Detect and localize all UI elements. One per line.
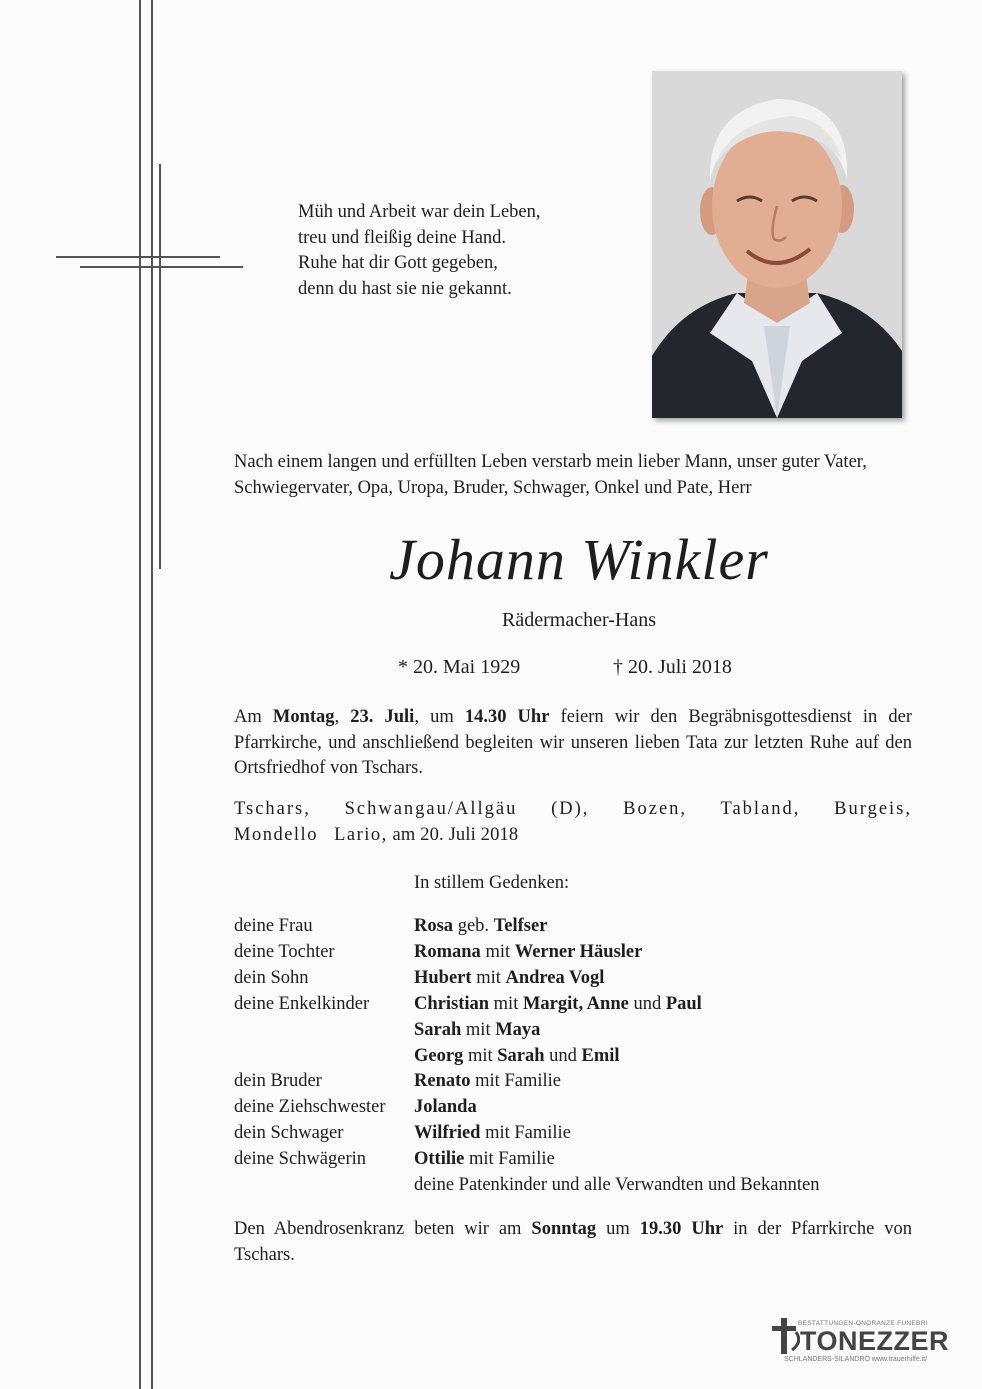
family-connector: mit Familie (470, 1071, 561, 1092)
places-text: Mondello Lario, (234, 824, 388, 845)
family-member-name: Andrea Vogl (505, 967, 605, 988)
birth-date: * 20. Mai 1929 (398, 656, 521, 678)
family-relation: dein Bruder (234, 1071, 322, 1092)
family-connector: mit Familie (480, 1123, 571, 1144)
funeral-text: , um (414, 707, 465, 727)
funeral-text: Am (234, 707, 273, 727)
family-member-name: Jolanda (414, 1097, 477, 1118)
rosary-text: um (596, 1219, 640, 1239)
intro-line: Nach einem langen und erfüllten Leben verstarb mein lieber Mann, unser guter Vater, (234, 452, 867, 472)
family-names (414, 914, 547, 940)
family-member-name: Rosa (414, 916, 454, 936)
family-connector: mit Familie (464, 1149, 555, 1170)
poem-line: Müh und Arbeit war dein Leben, (298, 202, 541, 222)
logo-subline: SCHLANDERS-SILANDRO www.trauerhilfe.it/ (784, 1356, 928, 1363)
places-and-date (234, 797, 912, 848)
nickname: Rädermacher-Hans (502, 609, 656, 631)
family-row (234, 1044, 820, 1070)
logo-wordmark: TONEZZER (800, 1326, 950, 1356)
family-names (414, 992, 702, 1018)
death-date: † 20. Juli 2018 (613, 656, 732, 678)
family-member-name: Ottilie (414, 1149, 465, 1170)
family-member-name: Margit, Anne (522, 993, 629, 1014)
funeral-date: 23. Juli (350, 707, 415, 727)
intro-text (234, 450, 924, 501)
family-connector: mit (463, 1045, 498, 1066)
cross-vertical-bar (159, 164, 161, 569)
family-row (234, 940, 820, 966)
funeral-time: 14.30 Uhr (464, 707, 550, 727)
family-relation: deine Tochter (234, 941, 335, 962)
family-relation (234, 1173, 414, 1199)
family-row (234, 914, 820, 940)
family-member-name: Wilfried (414, 1123, 481, 1144)
family-row (234, 1173, 820, 1199)
poem (298, 200, 541, 302)
rosary-day: Sonntag (531, 1219, 597, 1239)
portrait-illustration (652, 71, 902, 418)
family-relation (234, 1044, 414, 1070)
poem-line: Ruhe hat dir Gott gegeben, (298, 253, 498, 273)
family-row (234, 1147, 820, 1173)
family-connector: und (544, 1045, 582, 1066)
family-row (234, 1018, 820, 1044)
funeral-text: feiern wir den Begräbnisgottesdienst in der Pfarrkirche, und anschließend begleiten wir unseren lieben Tata zur letzten Ruhe auf den Ortsfriedhof von Tschars. (234, 707, 912, 778)
family-connector: mit (461, 1019, 496, 1040)
family-connector: mit (480, 941, 515, 962)
family-names (414, 1018, 540, 1044)
family-row (234, 992, 820, 1018)
rosary-text: Den Abendrosenkranz beten wir am (234, 1219, 532, 1239)
family-member-name: Werner Häusler (514, 941, 643, 962)
poem-line: treu und fleißig deine Hand. (298, 227, 507, 248)
places-line (234, 823, 912, 849)
family-connector: und (628, 993, 666, 1014)
border-line-right (151, 0, 153, 1389)
logo-cross-icon (770, 1318, 800, 1354)
family-member-name: Sarah (497, 1045, 545, 1066)
family-list (234, 914, 820, 1199)
family-member-name: Emil (581, 1045, 620, 1066)
family-connector: mit (489, 993, 523, 1014)
family-connector: mit (471, 967, 506, 988)
funeral-paragraph (234, 705, 912, 782)
in-memory-heading: In stillem Gedenken: (414, 873, 570, 893)
family-names (414, 1147, 555, 1173)
family-row (234, 1095, 820, 1121)
family-member-name: Romana (414, 941, 481, 962)
family-member-name: Maya (495, 1019, 541, 1040)
family-relation: deine Schwägerin (234, 1149, 367, 1170)
family-relation: dein Schwager (234, 1123, 344, 1144)
family-connector: geb. (453, 916, 494, 936)
places-line: Tschars, Schwangau/Allgäu (D), Bozen, Tabland, Burgeis, (234, 799, 912, 819)
funeral-text: , (334, 707, 351, 727)
family-names (414, 1121, 571, 1147)
funeral-home-logo (770, 1316, 950, 1372)
family-relation: dein Sohn (234, 967, 309, 988)
family-names (414, 940, 642, 966)
portrait-photo (652, 71, 902, 418)
family-relation (234, 1018, 414, 1044)
deceased-name: Johann Winkler (389, 527, 769, 592)
family-member-name: Hubert (414, 967, 472, 988)
cross-horizontal-bar-bottom (80, 266, 243, 268)
family-relation: deine Frau (234, 916, 313, 936)
funeral-day: Montag (272, 707, 335, 727)
rosary-text: in der Pfarrkirche von Tschars. (234, 1219, 913, 1265)
family-names (414, 1173, 820, 1199)
border-line-left (139, 0, 141, 1389)
family-names (414, 1069, 561, 1095)
rosary-paragraph (234, 1217, 912, 1268)
family-member-name: Christian (414, 993, 490, 1014)
intro-line: Schwiegervater, Opa, Uropa, Bruder, Schwager, Onkel und Pate, Herr (234, 477, 752, 498)
family-names (414, 966, 604, 992)
family-member-name: Telfser (493, 916, 548, 936)
family-row (234, 1069, 820, 1095)
family-relation: deine Enkelkinder (234, 993, 370, 1014)
family-names (414, 1044, 620, 1070)
family-connector: deine Patenkinder und alle Verwandten und Bekannten (414, 1175, 820, 1196)
family-relation: deine Ziehschwester (234, 1097, 386, 1118)
family-names (414, 1095, 477, 1121)
poem-line: denn du hast sie nie gekannt. (298, 278, 512, 299)
family-member-name: Renato (414, 1071, 471, 1092)
logo-tagline: BESTATTUNGEN-ONORANZE FUNEBRI (798, 1320, 928, 1327)
family-member-name: Sarah (414, 1019, 462, 1040)
family-row (234, 966, 820, 992)
family-member-name: Georg (414, 1045, 464, 1066)
family-row (234, 1121, 820, 1147)
places-date: am 20. Juli 2018 (387, 824, 519, 845)
cross-horizontal-bar-top (56, 256, 220, 258)
rosary-time: 19.30 Uhr (639, 1219, 724, 1239)
family-member-name: Paul (665, 993, 702, 1014)
